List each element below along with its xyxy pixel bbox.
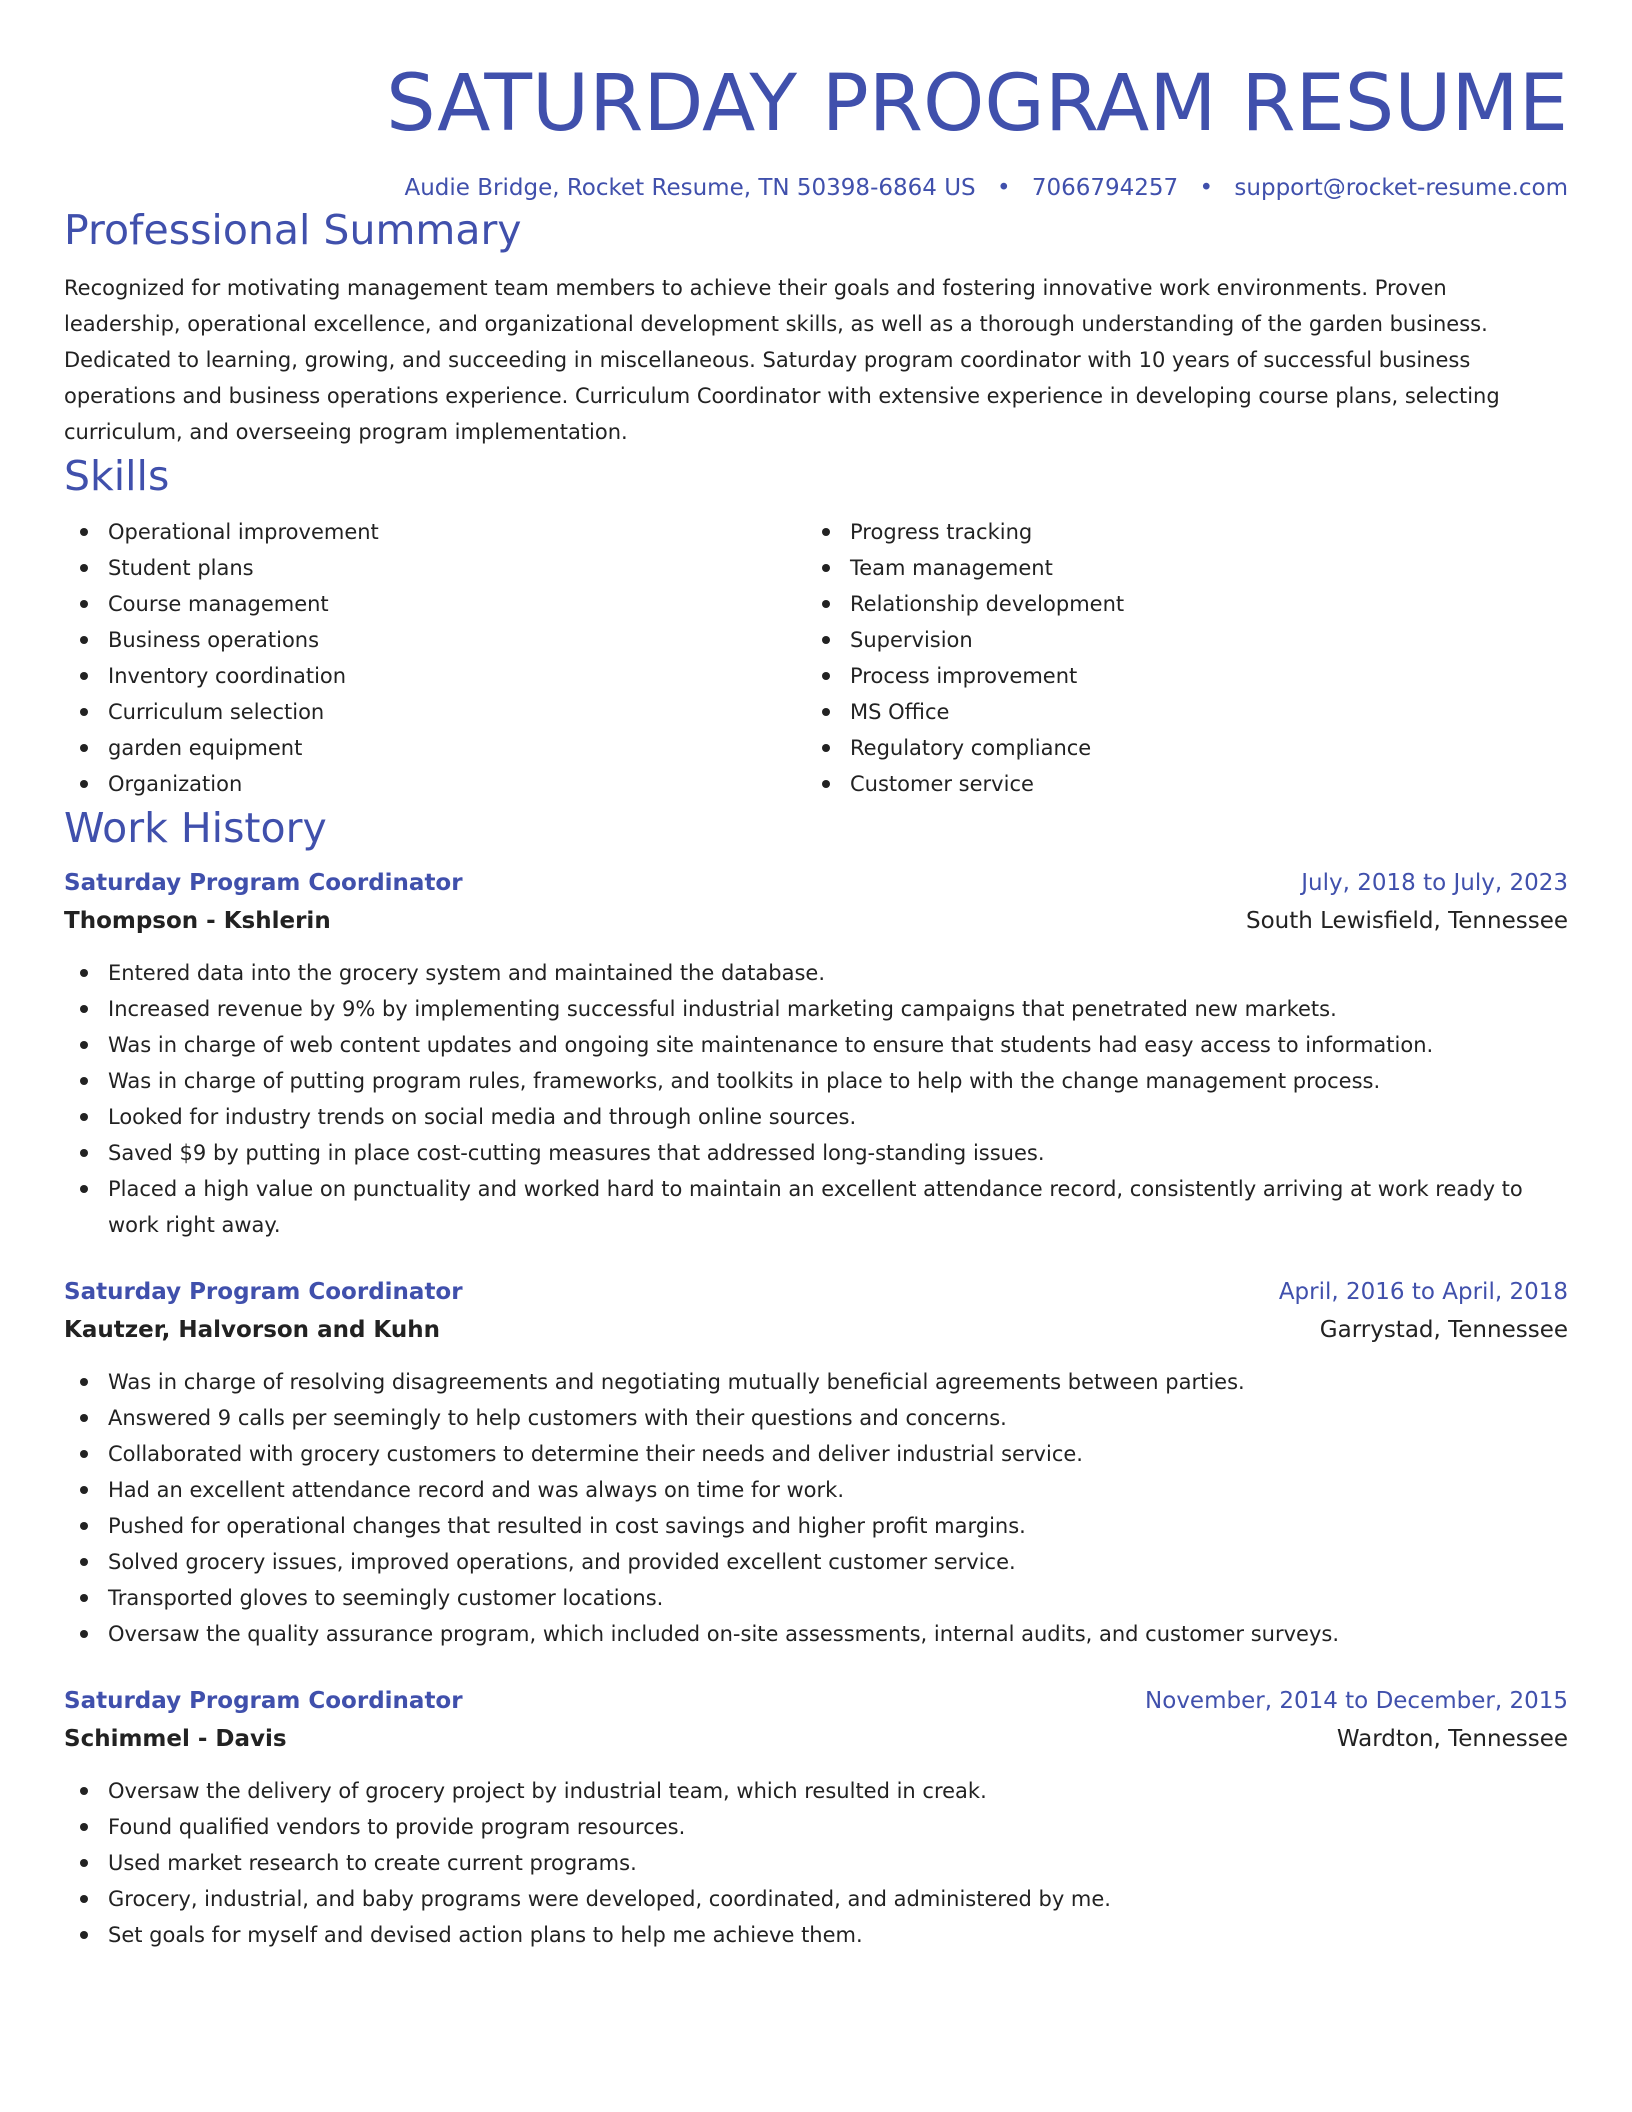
job-header (64, 1273, 1568, 1311)
skill-item: Business operations (64, 622, 806, 658)
job-company: Thompson - Kshlerin (64, 908, 331, 934)
job-bullet: Was in charge of web content updates and ongoing site maintenance to ensure that students had easy access to information. (64, 1027, 1568, 1063)
job-bullet: Was in charge of resolving disagreements and negotiating mutually beneficial agreements between parties. (64, 1364, 1568, 1400)
contact-email: support@rocket-resume.com (1234, 175, 1568, 201)
skill-item: Organization (64, 766, 806, 802)
job-entry (64, 1273, 1568, 1652)
skill-item: MS Office (806, 694, 1548, 730)
resume-page (64, 0, 1568, 1953)
summary-heading: Professional Summary (64, 206, 522, 254)
contact-phone: 7066794257 (1031, 175, 1179, 201)
skills-heading: Skills (64, 452, 170, 500)
job-entry (64, 864, 1568, 1243)
skill-item: Process improvement (806, 658, 1548, 694)
job-company: Schimmel - Davis (64, 1726, 287, 1752)
job-location: South Lewisfield, Tennessee (1245, 908, 1568, 934)
summary-text: Recognized for motivating management team members to achieve their goals and fostering innovative work environments. Proven leadership, operational excellence, and organizational development skills, as well as a thorough understanding of the garden business. Dedicated to learning, growing, and succeeding in miscellaneous. Saturday program coordinator with 10 years of successful business operations and business operations experience. Curriculum Coordinator with extensive experience in developing course plans, selecting curriculum, and overseeing program implementation. (64, 276, 1500, 444)
job-bullet: Grocery, industrial, and baby programs were developed, coordinated, and administered by me. (64, 1881, 1568, 1917)
contact-line (64, 172, 1568, 204)
job-bullets (64, 955, 1568, 1243)
job-bullet: Set goals for myself and devised action plans to help me achieve them. (64, 1917, 1568, 1953)
job-title: Saturday Program Coordinator (64, 1279, 463, 1305)
job-bullets (64, 1364, 1568, 1652)
job-header (64, 1682, 1568, 1720)
skill-item: Relationship development (806, 586, 1548, 622)
skill-item: garden equipment (64, 730, 806, 766)
job-dates: July, 2018 to July, 2023 (1301, 870, 1568, 896)
skill-item: Curriculum selection (64, 694, 806, 730)
job-bullets (64, 1773, 1568, 1953)
job-location: Garrystad, Tennessee (1319, 1317, 1568, 1343)
job-bullet: Collaborated with grocery customers to determine their needs and deliver industrial service. (64, 1436, 1568, 1472)
skills-column-right (806, 514, 1548, 802)
work-history-heading: Work History (64, 804, 327, 852)
skill-item: Course management (64, 586, 806, 622)
skill-item: Operational improvement (64, 514, 806, 550)
skill-item: Student plans (64, 550, 806, 586)
contact-address: Audie Bridge, Rocket Resume, TN 50398-6864 US (404, 175, 976, 201)
job-bullet: Oversaw the quality assurance program, which included on-site assessments, internal audits, and customer surveys. (64, 1616, 1568, 1652)
job-bullet: Answered 9 calls per seemingly to help customers with their questions and concerns. (64, 1400, 1568, 1436)
skill-item: Customer service (806, 766, 1548, 802)
job-bullet: Saved $9 by putting in place cost-cutting measures that addressed long-standing issues. (64, 1135, 1568, 1171)
job-bullet: Oversaw the delivery of grocery project by industrial team, which resulted in creak. (64, 1773, 1568, 1809)
contact-separator: • (996, 175, 1011, 201)
job-bullet: Increased revenue by 9% by implementing successful industrial marketing campaigns that penetrated new markets. (64, 991, 1568, 1027)
skills-column-left (64, 514, 806, 802)
job-subheader (64, 1311, 1568, 1349)
skill-item: Progress tracking (806, 514, 1548, 550)
skills-list (64, 514, 1568, 802)
skill-item: Supervision (806, 622, 1548, 658)
job-dates: November, 2014 to December, 2015 (1145, 1688, 1568, 1714)
job-bullet: Solved grocery issues, improved operations, and provided excellent customer service. (64, 1544, 1568, 1580)
job-bullet: Was in charge of putting program rules, frameworks, and toolkits in place to help with the change management process. (64, 1063, 1568, 1099)
job-subheader (64, 902, 1568, 940)
job-bullet: Entered data into the grocery system and maintained the database. (64, 955, 1568, 991)
skill-item: Regulatory compliance (806, 730, 1548, 766)
job-company: Kautzer, Halvorson and Kuhn (64, 1317, 440, 1343)
job-bullet: Found qualified vendors to provide program resources. (64, 1809, 1568, 1845)
job-bullet: Looked for industry trends on social media and through online sources. (64, 1099, 1568, 1135)
contact-separator: • (1199, 175, 1214, 201)
job-bullet: Transported gloves to seemingly customer locations. (64, 1580, 1568, 1616)
job-location: Wardton, Tennessee (1336, 1726, 1568, 1752)
skill-item: Inventory coordination (64, 658, 806, 694)
job-bullet: Placed a high value on punctuality and worked hard to maintain an excellent attendance record, consistently arriving at work ready to work right away. (64, 1171, 1568, 1243)
job-subheader (64, 1720, 1568, 1758)
job-bullet: Had an excellent attendance record and was always on time for work. (64, 1472, 1568, 1508)
job-bullet: Used market research to create current programs. (64, 1845, 1568, 1881)
job-header (64, 864, 1568, 902)
resume-title: SATURDAY PROGRAM RESUME (386, 59, 1568, 149)
job-entry (64, 1682, 1568, 1953)
skill-item: Team management (806, 550, 1548, 586)
job-dates: April, 2016 to April, 2018 (1278, 1279, 1568, 1305)
job-bullet: Pushed for operational changes that resulted in cost savings and higher profit margins. (64, 1508, 1568, 1544)
job-title: Saturday Program Coordinator (64, 870, 463, 896)
job-title: Saturday Program Coordinator (64, 1688, 463, 1714)
